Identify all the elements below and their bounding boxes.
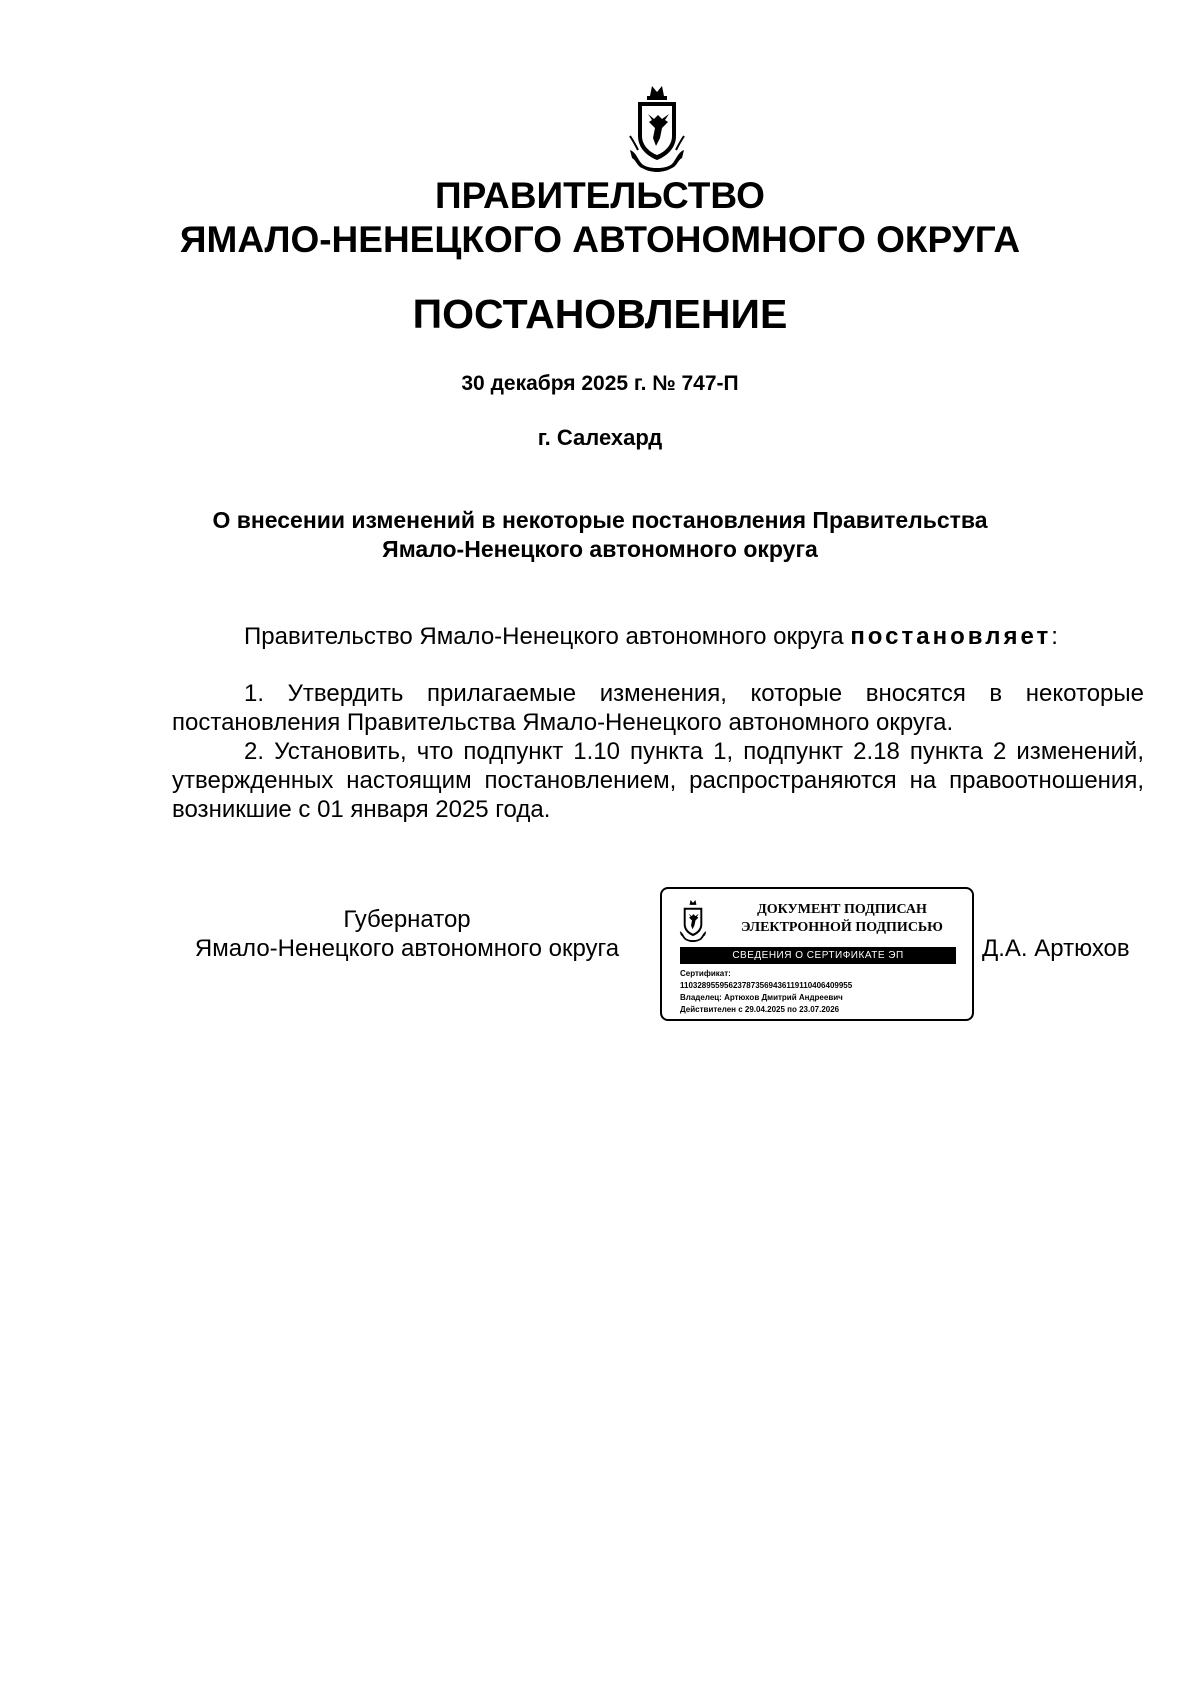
title-line-2: Ямало-Ненецкого автономного округа <box>382 536 818 562</box>
title-line-1: О внесении изменений в некоторые постановления Правительства <box>212 507 988 533</box>
position-line-2: Ямало-Ненецкого автономного округа <box>194 935 620 962</box>
date-and-number: 30 декабря 2025 г. № 747-П <box>461 372 739 395</box>
item-1: 1. Утвердить прилагаемые изменения, которые вносятся в некоторые постановления Правительства Ямало-Ненецкого автономного округа. <box>172 680 1144 736</box>
stamp-title-line-1: ДОКУМЕНТ ПОДПИСАН <box>757 902 927 917</box>
electronic-signature-stamp <box>660 887 974 1021</box>
numbered-items <box>172 679 1144 824</box>
document-title <box>0 506 1200 564</box>
signatory-name: Д.А. Артюхов <box>982 935 1130 962</box>
intro-end: : <box>1051 623 1058 650</box>
certificate-validity: Действителен с 29.04.2025 по 23.07.2026 <box>680 1005 840 1014</box>
intro-text: Правительство Ямало-Ненецкого автономного округа <box>244 623 851 650</box>
document-type: ПОСТАНОВЛЕНИЕ <box>412 291 788 337</box>
org-line-1: ПРАВИТЕЛЬСТВО <box>435 175 765 216</box>
stamp-emblem-icon <box>678 899 708 943</box>
certificate-label: Сертификат: <box>680 969 731 978</box>
position-line-1: Губернатор <box>343 906 471 933</box>
certificate-owner: Владелец: Артюхов Дмитрий Андреевич <box>680 993 843 1002</box>
certificate-number: 110328955956237873569436119110406409955 <box>680 981 853 990</box>
coat-of-arms-emblem <box>628 84 686 174</box>
city: г. Салехард <box>537 425 663 450</box>
signatory-position <box>172 905 642 963</box>
certificate-info-bar: СВЕДЕНИЯ О СЕРТИФИКАТЕ ЭП <box>680 947 956 964</box>
org-line-2: ЯМАЛО-НЕНЕЦКОГО АВТОНОМНОГО ОКРУГА <box>179 219 1021 260</box>
intro-paragraph <box>172 622 1144 651</box>
stamp-title <box>718 901 966 937</box>
organization-name <box>0 174 1200 262</box>
intro-keyword: постановляет <box>850 623 1052 650</box>
item-2: 2. Установить, что подпункт 1.10 пункта 1, подпункт 2.18 пункта 2 изменений, утвержденных настоящим постановлением, распространяются на правоотношения, возникшие с 01 января 2025 года. <box>172 738 1144 823</box>
certificate-details <box>680 968 960 1016</box>
stamp-title-line-2: ЭЛЕКТРОННОЙ ПОДПИСЬЮ <box>741 920 943 935</box>
